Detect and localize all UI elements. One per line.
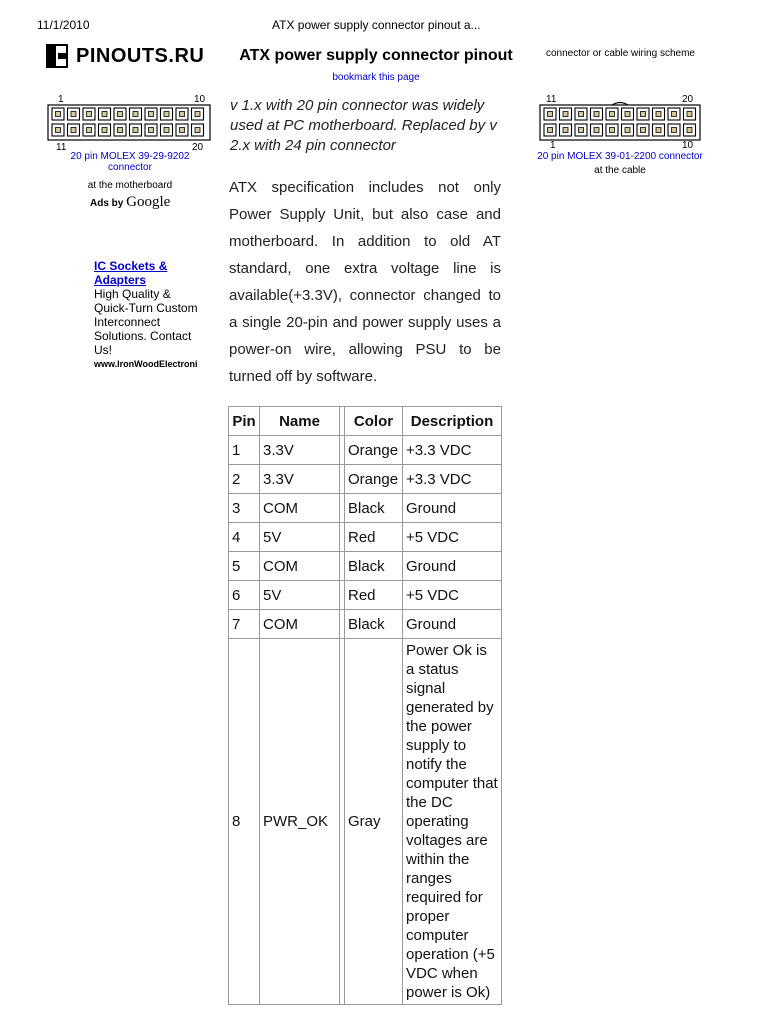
connector-pin-contact bbox=[56, 128, 61, 133]
connector-pin-contact bbox=[687, 128, 692, 133]
header-description: Description bbox=[403, 407, 502, 436]
connector-pin-contact bbox=[594, 112, 599, 117]
cell-color: Orange bbox=[345, 436, 403, 465]
cell-color: Gray bbox=[345, 639, 403, 1005]
right-connector-subcaption: at the cable bbox=[594, 165, 646, 176]
pin-number-label: 10 bbox=[682, 140, 694, 151]
connector-pin-contact bbox=[133, 112, 138, 117]
cell-description: Ground bbox=[403, 494, 502, 523]
connector-pin-contact bbox=[610, 112, 615, 117]
connector-pin-contact bbox=[180, 128, 185, 133]
table-row bbox=[229, 552, 502, 581]
pinout-table bbox=[228, 406, 502, 1005]
connector-pin-contact bbox=[164, 112, 169, 117]
logo-mark-icon bbox=[46, 44, 68, 68]
header-color: Color bbox=[345, 407, 403, 436]
table-row bbox=[229, 581, 502, 610]
pin-number-label: 1 bbox=[58, 94, 64, 105]
table-row bbox=[229, 523, 502, 552]
cell-description: +5 VDC bbox=[403, 523, 502, 552]
cell-name: 3.3V bbox=[260, 436, 340, 465]
right-connector-link[interactable]: 20 pin MOLEX 39-01-2200 connector bbox=[537, 151, 703, 162]
left-connector-link[interactable]: 20 pin MOLEX 39-29-9202 connector bbox=[70, 151, 190, 173]
cell-color: Orange bbox=[345, 465, 403, 494]
connector-pin-contact bbox=[548, 128, 553, 133]
cell-pin: 3 bbox=[229, 494, 260, 523]
right-connector-diagram bbox=[538, 94, 706, 150]
connector-pin-contact bbox=[149, 128, 154, 133]
cell-description: Ground bbox=[403, 552, 502, 581]
connector-pin-contact bbox=[625, 112, 630, 117]
ads-by-google[interactable] bbox=[90, 194, 170, 211]
molex-20pin-connector-icon bbox=[46, 104, 214, 142]
connector-pin-contact bbox=[87, 112, 92, 117]
connector-pin-contact bbox=[118, 128, 123, 133]
connector-pin-contact bbox=[71, 128, 76, 133]
ad-title-link[interactable]: IC Sockets & Adapters bbox=[94, 259, 168, 287]
table-row bbox=[229, 465, 502, 494]
table-row bbox=[229, 436, 502, 465]
pin-number-label: 10 bbox=[194, 94, 206, 105]
cell-name: COM bbox=[260, 552, 340, 581]
google-logo: Google bbox=[126, 194, 171, 210]
print-date: 11/1/2010 bbox=[37, 18, 90, 32]
connector-pin-contact bbox=[641, 112, 646, 117]
pin-number-label: 20 bbox=[682, 94, 694, 105]
connector-pin-contact bbox=[164, 128, 169, 133]
cell-description: +3.3 VDC bbox=[403, 465, 502, 494]
molex-20pin-cable-connector-icon bbox=[538, 102, 706, 142]
print-page-title: ATX power supply connector pinout a... bbox=[272, 18, 481, 32]
connector-pin-contact bbox=[180, 112, 185, 117]
connector-pin-contact bbox=[656, 112, 661, 117]
connector-pin-contact bbox=[149, 112, 154, 117]
cell-color: Black bbox=[345, 610, 403, 639]
pin-number-label: 11 bbox=[546, 94, 557, 105]
pin-number-label: 20 bbox=[192, 142, 204, 153]
page-heading: ATX power supply connector pinout bbox=[239, 47, 513, 64]
cell-color: Red bbox=[345, 581, 403, 610]
cell-pin: 1 bbox=[229, 436, 260, 465]
cell-pin: 8 bbox=[229, 639, 260, 1005]
cell-name: 5V bbox=[260, 581, 340, 610]
cell-name: 5V bbox=[260, 523, 340, 552]
header-name: Name bbox=[260, 407, 340, 436]
cell-color: Red bbox=[345, 523, 403, 552]
connector-pin-contact bbox=[87, 128, 92, 133]
connector-pin-contact bbox=[563, 112, 568, 117]
connector-pin-contact bbox=[563, 128, 568, 133]
connector-pin-contact bbox=[641, 128, 646, 133]
cell-name: PWR_OK bbox=[260, 639, 340, 1005]
connector-pin-contact bbox=[118, 112, 123, 117]
left-connector-diagram bbox=[46, 94, 214, 153]
logo-text: PINOUTS.RU bbox=[76, 44, 205, 67]
connector-pin-contact bbox=[102, 112, 107, 117]
cell-color: Black bbox=[345, 552, 403, 581]
cell-description: Power Ok is a status signal generated by the power supply to notify the computer that the DC operating voltages are within the ranges required for proper computer operation (+5 VDC when power is Ok) bbox=[403, 639, 502, 1005]
pin-number-label: 1 bbox=[550, 140, 556, 151]
body-paragraph: ATX specification includes not only Power Supply Unit, but also case and motherboard. In addition to old AT standard, one extra voltage line is available(+3.3V), connector changed to a single 20-pin and power supply uses a power-on wire, allowing PSU to be turned off by software. bbox=[229, 179, 501, 385]
cell-name: COM bbox=[260, 494, 340, 523]
connector-pin-contact bbox=[71, 112, 76, 117]
cell-pin: 2 bbox=[229, 465, 260, 494]
ad-url[interactable]: www.IronWoodElectroni bbox=[94, 359, 198, 369]
intro-paragraph: v 1.x with 20 pin connector was widely used at PC motherboard. Replaced by v 2.x with 24 pin connector bbox=[230, 97, 497, 154]
wiring-scheme-label: connector or cable wiring scheme bbox=[546, 48, 695, 59]
cell-name: COM bbox=[260, 610, 340, 639]
connector-pin-contact bbox=[656, 128, 661, 133]
cell-description: +5 VDC bbox=[403, 581, 502, 610]
table-row bbox=[229, 610, 502, 639]
connector-pin-contact bbox=[195, 128, 200, 133]
cell-pin: 5 bbox=[229, 552, 260, 581]
connector-pin-contact bbox=[672, 112, 677, 117]
left-connector-subcaption: at the motherboard bbox=[87, 180, 173, 191]
cell-pin: 7 bbox=[229, 610, 260, 639]
connector-pin-contact bbox=[610, 128, 615, 133]
connector-pin-contact bbox=[195, 112, 200, 117]
ad-body: High Quality & Quick-Turn Custom Interconnect Solutions. Contact Us! bbox=[94, 287, 198, 357]
cell-pin: 6 bbox=[229, 581, 260, 610]
connector-pin-contact bbox=[133, 128, 138, 133]
table-row bbox=[229, 494, 502, 523]
table-header-row bbox=[229, 407, 502, 436]
pin-number-label: 11 bbox=[56, 142, 67, 153]
header-pin: Pin bbox=[229, 407, 260, 436]
table-row bbox=[229, 639, 502, 1005]
connector-pin-contact bbox=[102, 128, 107, 133]
cell-name: 3.3V bbox=[260, 465, 340, 494]
cell-pin: 4 bbox=[229, 523, 260, 552]
site-logo[interactable] bbox=[46, 44, 204, 68]
connector-pin-contact bbox=[687, 112, 692, 117]
ad-block bbox=[94, 259, 206, 371]
cell-color: Black bbox=[345, 494, 403, 523]
ads-by-label: Ads by bbox=[90, 198, 124, 209]
connector-pin-contact bbox=[56, 112, 61, 117]
connector-pin-contact bbox=[579, 128, 584, 133]
connector-pin-contact bbox=[579, 112, 584, 117]
cell-description: +3.3 VDC bbox=[403, 436, 502, 465]
connector-pin-contact bbox=[594, 128, 599, 133]
connector-pin-contact bbox=[672, 128, 677, 133]
cell-description: Ground bbox=[403, 610, 502, 639]
connector-pin-contact bbox=[625, 128, 630, 133]
connector-pin-contact bbox=[548, 112, 553, 117]
bookmark-link[interactable]: bookmark this page bbox=[332, 72, 420, 83]
